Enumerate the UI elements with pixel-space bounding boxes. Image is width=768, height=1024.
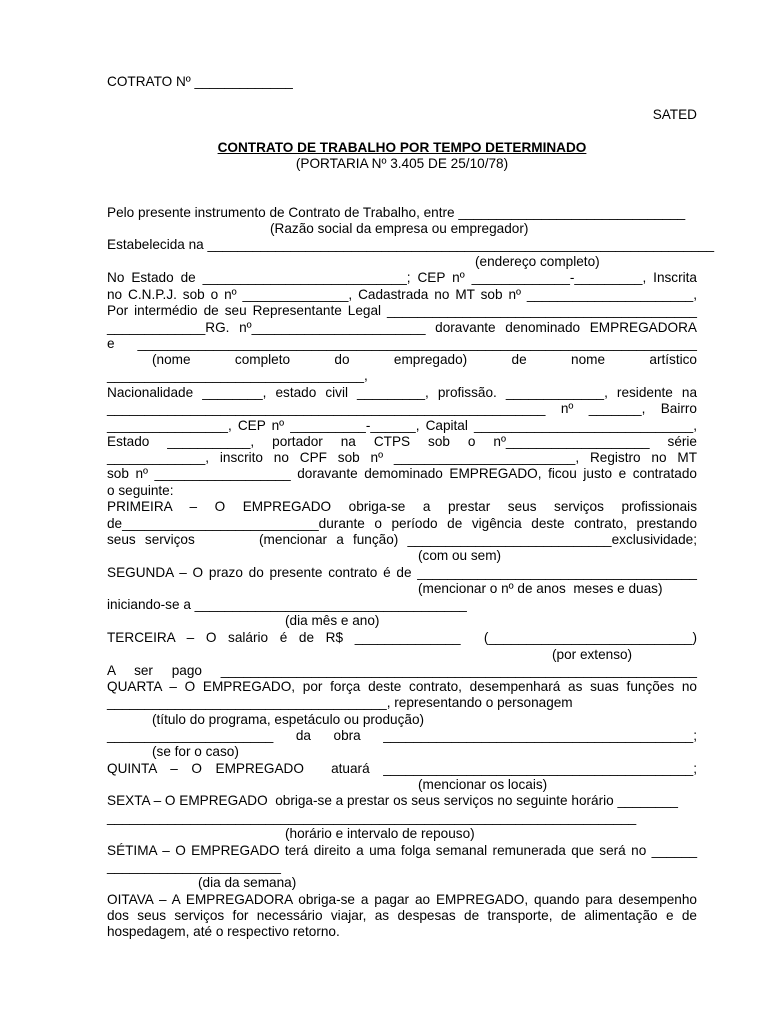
following-line: o seguinte: bbox=[107, 483, 174, 498]
start-line: iniciando-se a ____________________________________ bbox=[107, 597, 467, 612]
document-subtitle: (PORTARIA Nº 3.405 DE 25/10/78) bbox=[295, 156, 509, 171]
address-line: Estabelecida na ___________________________________________________________________ bbox=[107, 237, 715, 252]
document-title: CONTRATO DE TRABALHO POR TEMPO DETERMINADO bbox=[217, 140, 587, 155]
cnpj-line: no C.N.P.J. sob o nº ______________, Cadastrada no MT sob nº ______________________, bbox=[107, 287, 697, 302]
rg-line: _____________RG. nº_______________________ doravante denominado EMPREGADORA bbox=[107, 320, 697, 335]
clause-terceira: TERCEIRA – O salário é de R$ ______________ (___________________________) bbox=[107, 630, 697, 645]
caption-company: (Razão social da empresa ou empregador) bbox=[270, 221, 529, 236]
cep-line: ________________, CEP nº __________-______, Capital _____________________________, bbox=[107, 418, 697, 433]
payment-line: A ser pago _______________________________________________________________ bbox=[107, 663, 697, 678]
representative-line: Por intermédio de seu Representante Legal _________________________________________ bbox=[107, 303, 697, 318]
clause-oitava-l3: hospedagem, até o respectivo retorno. bbox=[107, 924, 340, 939]
clause-primeira-l3: seus serviços (mencionar a função) ___________________________exclusividade; bbox=[107, 532, 697, 547]
clause-oitava: OITAVA – A EMPREGADORA obriga-se a pagar ao EMPREGADO, quando para desempenho bbox=[107, 892, 697, 907]
intro-line: Pelo presente instrumento de Contrato de Trabalho, entre ______________________________ bbox=[107, 205, 686, 220]
ctps-line: Estado ___________, portador na CTPS sob o nº___________________ série bbox=[107, 434, 697, 449]
caption-schedule: (horário e intervalo de repouso) bbox=[285, 826, 475, 841]
clause-oitava-l2: dos seus serviços for necessário viajar, as despesas de transporte, de alimentação e de bbox=[107, 908, 697, 923]
caption-duration: (mencionar o nº de anos meses e duas) bbox=[418, 581, 663, 596]
cpf-line: _____________, inscrito no CPF sob nº ________________________, Registro no MT bbox=[107, 450, 697, 465]
clause-setima-l2: _______________________ bbox=[107, 859, 281, 874]
caption-date: (dia mês e ano) bbox=[285, 613, 380, 628]
clause-quarta-l3: ______________________ da obra _________________________________________; bbox=[107, 728, 697, 743]
employee-line: e __________________________________________________________________________ bbox=[107, 336, 697, 351]
state-line: No Estado de ___________________________; CEP nº _____________-_________, Inscrita bbox=[107, 270, 697, 285]
residence-line: __________________________________________________________ nº _______, Bairro bbox=[107, 401, 697, 416]
union-name: SATED bbox=[652, 107, 697, 122]
clause-setima: SÉTIMA – O EMPREGADO terá direito a uma folga semanal remunerada que será no ______ bbox=[107, 843, 697, 858]
caption-program: (título do programa, espetáculo ou produção) bbox=[152, 712, 425, 727]
mt-line: sob nº __________________ doravante demominado EMPREGADO, ficou justo e contratado bbox=[107, 466, 697, 481]
clause-quarta: QUARTA – O EMPREGADO, por força deste contrato, desempenhará as suas funções no bbox=[107, 679, 697, 694]
clause-primeira: PRIMEIRA – O EMPREGADO obriga-se a prestar seus serviços profissionais bbox=[107, 499, 697, 514]
clause-segunda: SEGUNDA – O prazo do presente contrato é de _____________________________________ bbox=[107, 565, 697, 580]
caption-case: (se for o caso) bbox=[152, 744, 239, 759]
caption-locations: (mencionar os locais) bbox=[418, 777, 548, 792]
caption-exclusivity: (com ou sem) bbox=[418, 548, 502, 563]
clause-quinta: QUINTA – O EMPREGADO atuará _________________________________________; bbox=[107, 761, 697, 776]
caption-employee-name: (nome completo do empregado) de nome artístico bbox=[152, 352, 697, 367]
clause-sexta-l2: ______________________________________________________________________ bbox=[107, 810, 637, 825]
caption-weekday: (dia da semana) bbox=[198, 875, 297, 890]
artistic-name-line: __________________________________, bbox=[107, 368, 368, 383]
clause-primeira-l2: de__________________________durante o período de vigência deste contrato, prestando bbox=[107, 516, 697, 531]
contract-number: COTRATO Nº _____________ bbox=[107, 74, 293, 89]
caption-written: (por extenso) bbox=[552, 647, 633, 662]
clause-quarta-l2: _____________________________________, representando o personagem bbox=[107, 695, 573, 710]
nationality-line: Nacionalidade ________, estado civil _________, profissão. _____________, residente na bbox=[107, 385, 697, 400]
clause-sexta: SEXTA – O EMPREGADO obriga-se a prestar os seus serviços no seguinte horário ________ bbox=[107, 793, 678, 808]
caption-address: (endereço completo) bbox=[475, 254, 600, 269]
